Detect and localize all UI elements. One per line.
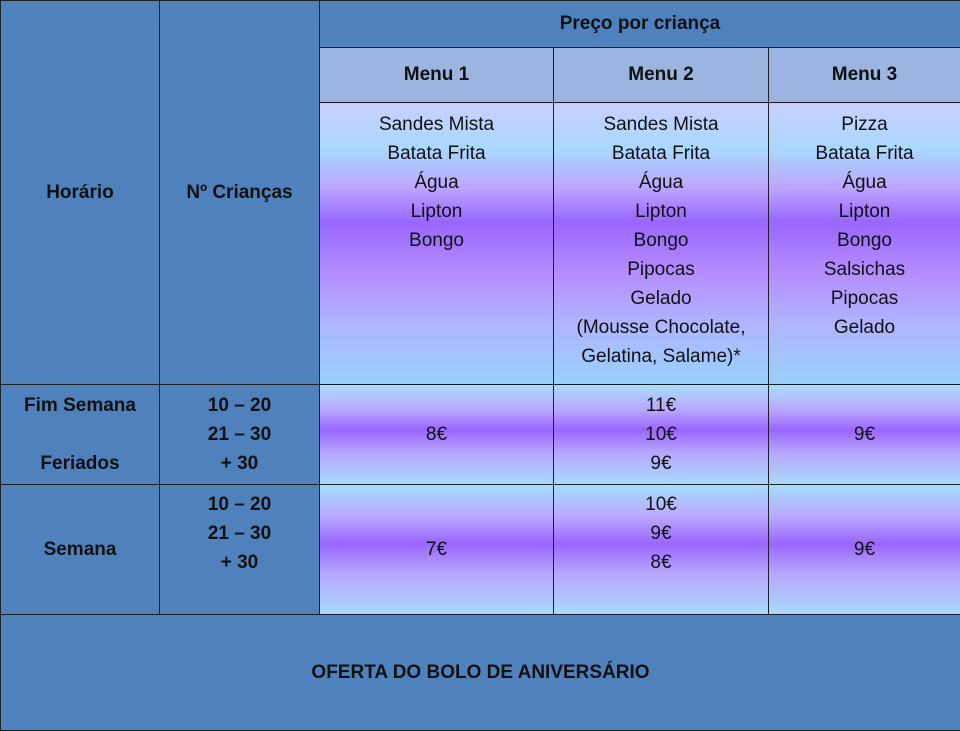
weekend-menu-2-prices (554, 385, 769, 485)
menu-item: Lipton (320, 197, 553, 226)
menu-2-header: Menu 2 (554, 48, 769, 103)
weekend-menu-1-price: 8€ (320, 385, 554, 485)
menu-item: Batata Frita (554, 139, 768, 168)
menu-item: Batata Frita (320, 139, 553, 168)
holidays-label: Feriados (1, 449, 159, 478)
weekend-label-cell (1, 385, 160, 485)
count-range: + 30 (160, 548, 319, 577)
menu-item: Água (769, 168, 960, 197)
menu-item: Sandes Mista (554, 110, 768, 139)
menu-1-header: Menu 1 (320, 48, 554, 103)
menu-item: Lipton (554, 197, 768, 226)
count-range: 21 – 30 (160, 420, 319, 449)
menu-1-items (320, 103, 554, 385)
weekday-menu-3-price: 9€ (769, 485, 960, 615)
header-horario: Horário (1, 1, 160, 385)
count-range: + 30 (160, 449, 319, 478)
menu-item: Gelado (769, 313, 960, 342)
weekend-menu-3-price: 9€ (769, 385, 960, 485)
price-value: 11€ (554, 391, 768, 420)
count-range: 10 – 20 (160, 391, 319, 420)
weekend-counts (160, 385, 320, 485)
menu-item: Gelado (554, 284, 768, 313)
menu-item: (Mousse Chocolate, (554, 313, 768, 342)
count-range: 10 – 20 (160, 490, 319, 519)
price-value: 9€ (554, 519, 768, 548)
header-n-criancas: Nº Crianças (160, 1, 320, 385)
menu-2-items (554, 103, 769, 385)
menu-item: Pipocas (769, 284, 960, 313)
menu-item: Salsichas (769, 255, 960, 284)
menu-item: Gelatina, Salame)* (554, 342, 768, 371)
menu-item: Água (554, 168, 768, 197)
weekday-counts (160, 485, 320, 615)
weekend-label: Fim Semana (1, 391, 159, 420)
menu-3-items (769, 103, 960, 385)
price-value: 9€ (554, 449, 768, 478)
menu-item: Batata Frita (769, 139, 960, 168)
weekday-menu-1-price: 7€ (320, 485, 554, 615)
weekday-menu-2-prices (554, 485, 769, 615)
price-value: 10€ (554, 490, 768, 519)
menu-item: Pizza (769, 110, 960, 139)
menu-item: Bongo (769, 226, 960, 255)
weekday-label: Semana (1, 485, 160, 615)
menu-item: Bongo (554, 226, 768, 255)
menu-item: Sandes Mista (320, 110, 553, 139)
count-range: 21 – 30 (160, 519, 319, 548)
birthday-cake-offer: OFERTA DO BOLO DE ANIVERSÁRIO (1, 615, 960, 731)
menu-item: Lipton (769, 197, 960, 226)
menu-item: Água (320, 168, 553, 197)
menu-3-header: Menu 3 (769, 48, 960, 103)
menu-item: Bongo (320, 226, 553, 255)
price-value: 8€ (554, 548, 768, 577)
price-value: 10€ (554, 420, 768, 449)
header-preco-por-crianca: Preço por criança (320, 1, 960, 48)
menu-item: Pipocas (554, 255, 768, 284)
